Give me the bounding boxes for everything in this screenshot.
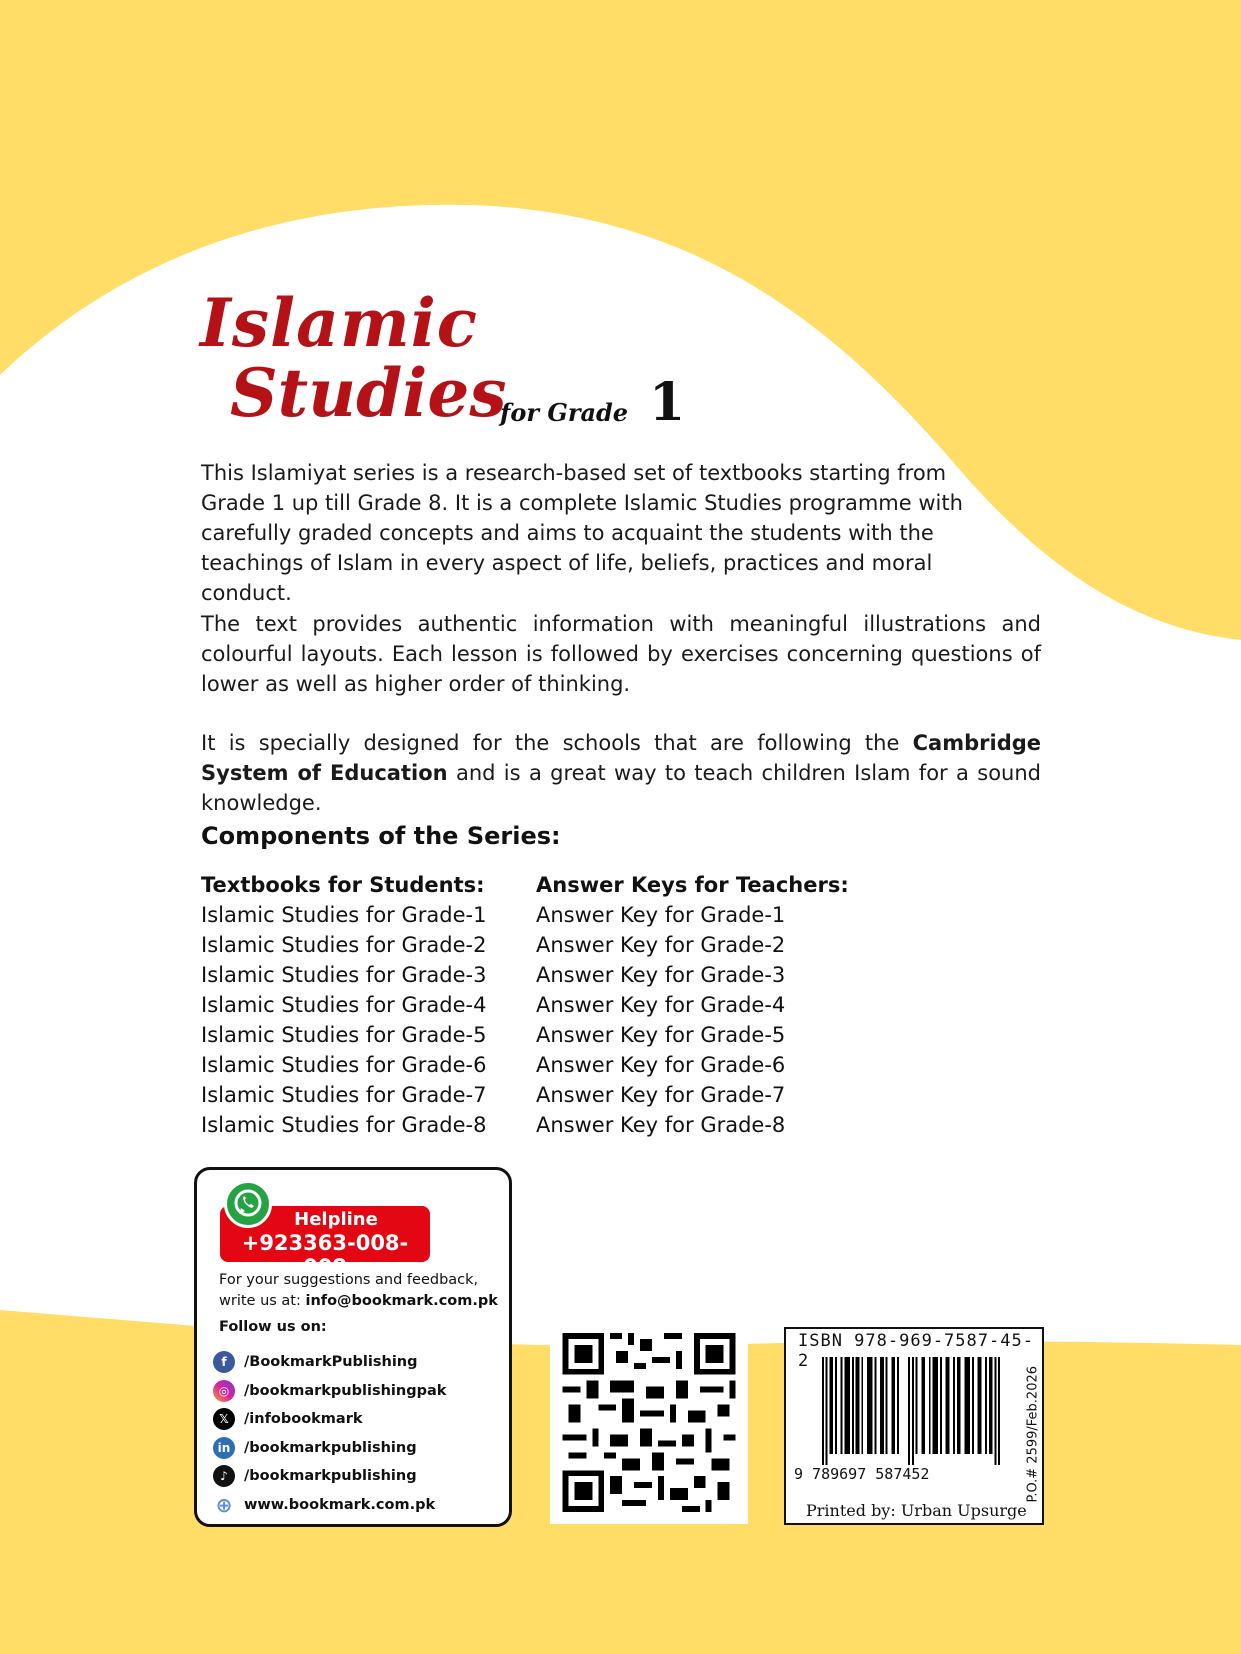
students-column [201, 870, 486, 1140]
social-handle: /bookmarkpublishingpak [244, 1382, 447, 1399]
helpline-phone[interactable]: +923363-008-008 [241, 1231, 409, 1279]
write-us-label: write us at: [219, 1293, 306, 1309]
x-icon: 𝕏 [213, 1408, 235, 1430]
social-tiktok[interactable] [213, 1462, 446, 1491]
follow-label: Follow us on: [219, 1319, 327, 1335]
social-handle: /infobookmark [244, 1411, 363, 1428]
feedback-line-1: For your suggestions and feedback, [219, 1272, 479, 1288]
list-item: Answer Key for Grade-7 [536, 1083, 786, 1107]
title-line-2: Studies [230, 354, 507, 432]
linkedin-icon: in [213, 1437, 235, 1459]
feedback-text [219, 1270, 498, 1312]
list-item: Islamic Studies for Grade-6 [201, 1053, 487, 1077]
social-facebook[interactable] [213, 1348, 446, 1377]
title-line-1: Islamic [200, 284, 478, 362]
isbn-barcode-box [784, 1327, 1044, 1525]
whatsapp-icon [224, 1180, 272, 1228]
printed-by: Printed by: Urban Upsurge [806, 1501, 1027, 1520]
components-heading: Components of the Series: [201, 822, 561, 850]
social-website[interactable] [213, 1491, 446, 1520]
teachers-heading: Answer Keys for Teachers: [536, 873, 849, 897]
list-item: Islamic Studies for Grade-4 [201, 993, 487, 1017]
qr-code[interactable] [550, 1321, 748, 1524]
list-item: Answer Key for Grade-8 [536, 1113, 786, 1137]
list-item: Islamic Studies for Grade-3 [201, 963, 487, 987]
social-instagram[interactable] [213, 1377, 446, 1406]
list-item: Answer Key for Grade-3 [536, 963, 786, 987]
para3-text-end: and is a great way to teach children Islam for a sound knowledge. [201, 761, 1041, 815]
list-item: Answer Key for Grade-2 [536, 933, 786, 957]
social-handle: /bookmarkpublishing [244, 1439, 417, 1456]
students-heading: Textbooks for Students: [201, 873, 485, 897]
for-grade-label: for Grade [500, 398, 629, 427]
list-item: Answer Key for Grade-5 [536, 1023, 786, 1047]
cambridge-highlight: Cambridge System of Education [201, 731, 1041, 785]
website-link: www.bookmark.com.pk [244, 1496, 436, 1513]
description-paragraph-3 [201, 728, 1041, 818]
helpline-label: Helpline [294, 1209, 378, 1230]
facebook-icon: f [213, 1351, 235, 1373]
barcode [822, 1357, 1000, 1465]
feedback-line-2 [219, 1291, 498, 1312]
description-paragraph-1: This Islamiyat series is a research-based set of textbooks starting from Grade 1 up till Grade 8. It is a complete Islamic Studies programme with carefully graded concepts and aims to acquaint the students with the teachings of Islam in every aspect of life, beliefs, practices and moral conduct. [201, 461, 963, 605]
po-number [1008, 1351, 1041, 1503]
social-x[interactable] [213, 1405, 446, 1434]
po-text: P.O.# 2599/Feb.2026 [1025, 1365, 1041, 1503]
list-item: Islamic Studies for Grade-8 [201, 1113, 487, 1137]
list-item: Islamic Studies for Grade-1 [201, 903, 487, 927]
list-item: Islamic Studies for Grade-2 [201, 933, 487, 957]
social-list [213, 1348, 446, 1519]
barcode-digits: 9 789697 587452 [794, 1465, 930, 1483]
list-item: Islamic Studies for Grade-5 [201, 1023, 487, 1047]
social-handle: /bookmarkpublishing [244, 1468, 417, 1485]
book-title [200, 284, 507, 432]
list-item: Answer Key for Grade-4 [536, 993, 786, 1017]
list-item: Islamic Studies for Grade-7 [201, 1083, 487, 1107]
instagram-icon: ◎ [213, 1380, 235, 1402]
tiktok-icon: ♪ [213, 1465, 235, 1487]
list-item: Answer Key for Grade-1 [536, 903, 786, 927]
list-item: Answer Key for Grade-6 [536, 1053, 786, 1077]
teachers-column [536, 870, 849, 1140]
para3-text: It is specially designed for the schools that are following the [201, 731, 913, 755]
social-handle: /BookmarkPublishing [244, 1354, 418, 1371]
email-link[interactable]: info@bookmark.com.pk [305, 1293, 498, 1309]
social-linkedin[interactable] [213, 1434, 446, 1463]
description-paragraph-2: The text provides authentic information with meaningful illustrations and colourful layouts. Each lesson is followed by exercises concerning questions of lower as well as higher order of thinking. [201, 612, 1041, 696]
globe-icon: ⊕ [213, 1494, 235, 1516]
isbn-number: ISBN 978-969-7587-45-2 [798, 1331, 1034, 1371]
contact-box [194, 1167, 512, 1527]
grade-number: 1 [649, 372, 686, 433]
